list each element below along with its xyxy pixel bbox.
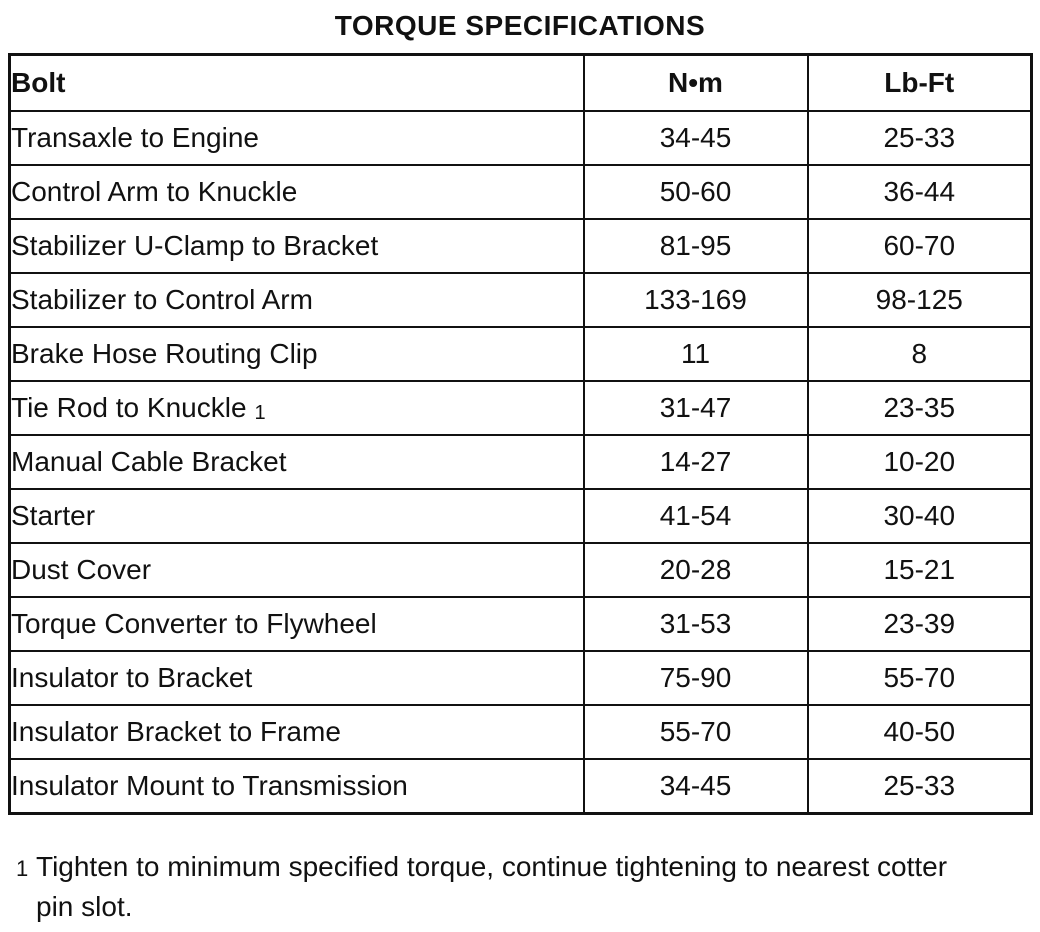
bolt-label: Starter <box>11 500 96 531</box>
footnote-reference: 1 <box>254 402 266 424</box>
cell-lbft: 60-70 <box>808 219 1032 273</box>
cell-lbft: 98-125 <box>808 273 1032 327</box>
bolt-label: Stabilizer U-Clamp to Bracket <box>11 230 379 261</box>
cell-nm: 11 <box>584 327 808 381</box>
table-row <box>10 219 1032 273</box>
cell-bolt <box>10 651 584 705</box>
cell-nm: 41-54 <box>584 489 808 543</box>
cell-lbft: 25-33 <box>808 759 1032 814</box>
cell-bolt <box>10 381 584 435</box>
bolt-label: Dust Cover <box>11 554 152 585</box>
cell-nm: 31-53 <box>584 597 808 651</box>
footnote-mark: 1 <box>16 856 29 881</box>
cell-lbft: 8 <box>808 327 1032 381</box>
bolt-label: Insulator Bracket to Frame <box>11 716 341 747</box>
cell-lbft: 25-33 <box>808 111 1032 165</box>
cell-lbft: 23-35 <box>808 381 1032 435</box>
bolt-label: Brake Hose Routing Clip <box>11 338 318 369</box>
bolt-label: Tie Rod to Knuckle <box>11 392 247 423</box>
cell-nm: 34-45 <box>584 759 808 814</box>
cell-lbft: 10-20 <box>808 435 1032 489</box>
cell-bolt <box>10 435 584 489</box>
table-row <box>10 597 1032 651</box>
table-row <box>10 759 1032 814</box>
table-row <box>10 111 1032 165</box>
table-row <box>10 543 1032 597</box>
cell-bolt <box>10 327 584 381</box>
footnote-line-2: pin slot. <box>36 891 133 922</box>
footnote-line-1: Tighten to minimum specified torque, continue tightening to nearest cotter <box>36 851 948 882</box>
table-row <box>10 489 1032 543</box>
bolt-label: Torque Converter to Flywheel <box>11 608 377 639</box>
cell-bolt <box>10 111 584 165</box>
footnote <box>16 848 1036 926</box>
table-row <box>10 651 1032 705</box>
cell-bolt <box>10 489 584 543</box>
cell-bolt <box>10 273 584 327</box>
cell-lbft: 23-39 <box>808 597 1032 651</box>
cell-bolt <box>10 219 584 273</box>
bolt-label: Manual Cable Bracket <box>11 446 287 477</box>
cell-bolt <box>10 759 584 814</box>
cell-bolt <box>10 597 584 651</box>
table-header-row <box>10 55 1032 112</box>
table-row <box>10 327 1032 381</box>
cell-bolt <box>10 705 584 759</box>
column-header-bolt: Bolt <box>10 55 584 112</box>
cell-bolt <box>10 543 584 597</box>
bolt-label: Insulator to Bracket <box>11 662 253 693</box>
cell-lbft: 15-21 <box>808 543 1032 597</box>
table-row <box>10 381 1032 435</box>
table-row <box>10 435 1032 489</box>
bolt-label: Transaxle to Engine <box>11 122 259 153</box>
table-row <box>10 273 1032 327</box>
column-header-nm: N•m <box>584 55 808 112</box>
cell-nm: 133-169 <box>584 273 808 327</box>
table-row <box>10 705 1032 759</box>
cell-nm: 81-95 <box>584 219 808 273</box>
cell-lbft: 30-40 <box>808 489 1032 543</box>
cell-nm: 14-27 <box>584 435 808 489</box>
table-row <box>10 165 1032 219</box>
cell-nm: 20-28 <box>584 543 808 597</box>
cell-lbft: 55-70 <box>808 651 1032 705</box>
cell-nm: 55-70 <box>584 705 808 759</box>
cell-bolt <box>10 165 584 219</box>
cell-nm: 75-90 <box>584 651 808 705</box>
cell-nm: 31-47 <box>584 381 808 435</box>
column-header-lbft: Lb-Ft <box>808 55 1032 112</box>
cell-nm: 50-60 <box>584 165 808 219</box>
bolt-label: Stabilizer to Control Arm <box>11 284 313 315</box>
cell-nm: 34-45 <box>584 111 808 165</box>
torque-spec-table <box>8 53 1033 815</box>
page-title: TORQUE SPECIFICATIONS <box>334 10 706 41</box>
cell-lbft: 40-50 <box>808 705 1032 759</box>
bolt-label: Control Arm to Knuckle <box>11 176 298 207</box>
table-body <box>10 111 1032 814</box>
cell-lbft: 36-44 <box>808 165 1032 219</box>
bolt-label: Insulator Mount to Transmission <box>11 770 408 801</box>
